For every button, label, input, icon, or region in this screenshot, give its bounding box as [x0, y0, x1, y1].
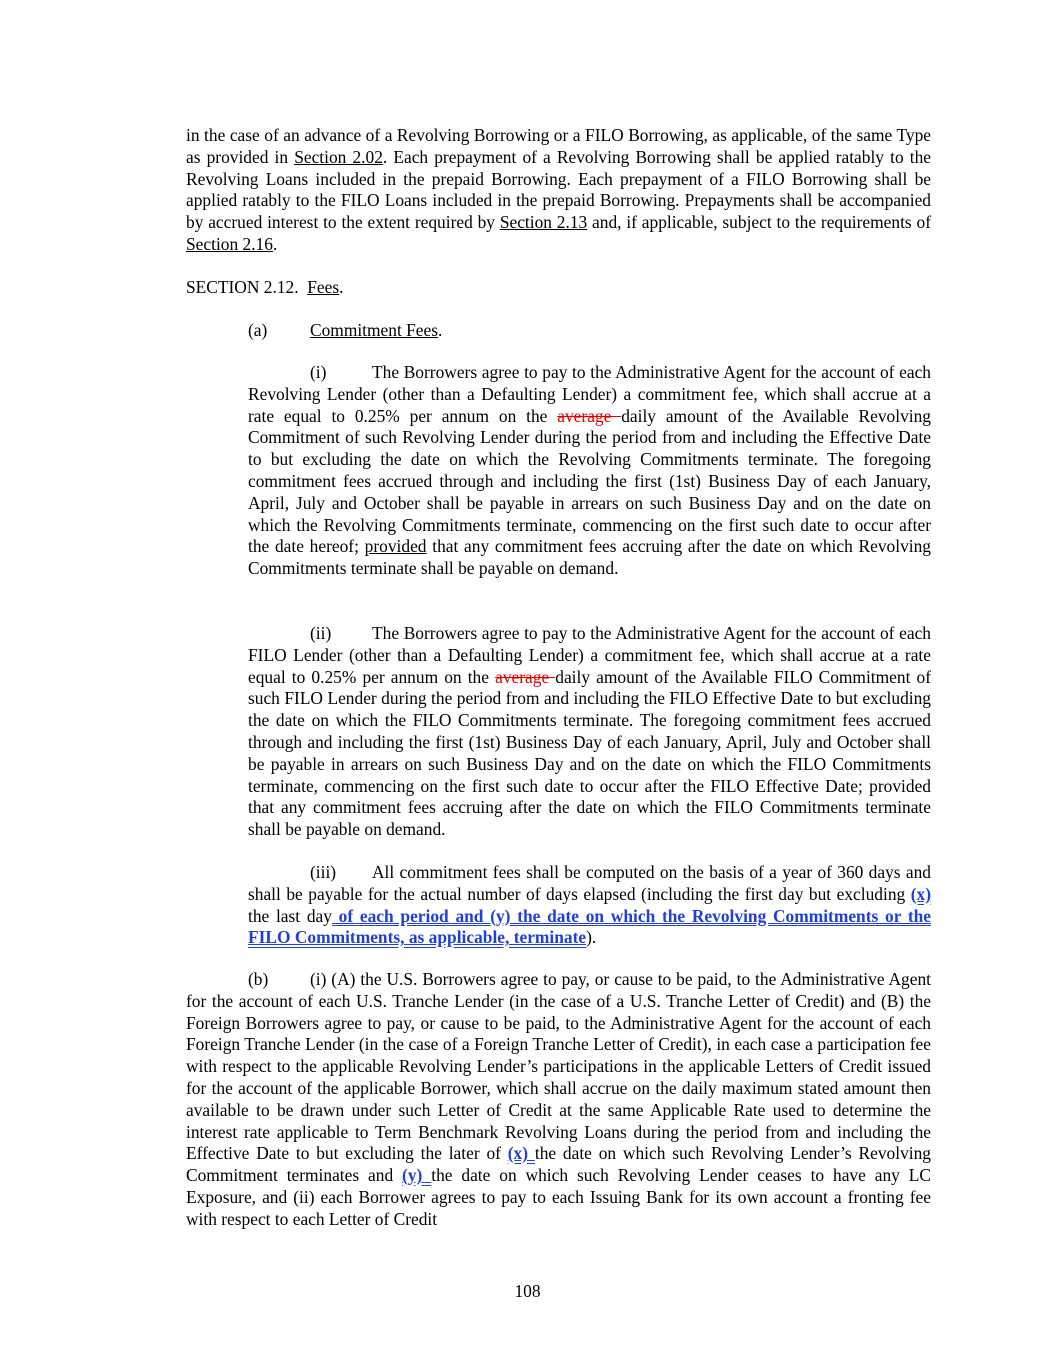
- clause-i-label: (i): [310, 362, 327, 382]
- subsection-a-title: Commitment Fees: [310, 320, 439, 340]
- deleted-text: average: [495, 666, 556, 687]
- clause-iii-label: (iii): [310, 862, 337, 882]
- provided-term: provided: [364, 536, 427, 557]
- section-title: Fees: [307, 277, 340, 297]
- paragraph-prepayment: in the case of an advance of a Revolving Borrowing or a FILO Borrowing, as applicable, of the same Type as provided in Section 2.02. Each prepayment of a Revolving Borrowing shall be applied ratably to the Revolving Loans included in the prepaid Borrowing. Each prepayment of a FILO Borrowing shall be applied ratably to the FILO Loans included in the prepaid Borrowing. Prepayments shall be accompanied by accrued interest to the extent required by Section 2.13 and, if applicable, subject to the requirements of Section 2.16.: [186, 125, 931, 254]
- section-2-02-ref: Section 2.02: [294, 146, 383, 167]
- subsection-a-heading: (a) Commitment Fees.: [248, 320, 443, 340]
- page-number: 108: [514, 1281, 541, 1301]
- clause-ii: (ii) The Borrowers agree to pay to the Administrative Agent for the account of each FILO Lender (other than a Defaulting Lender) a commitment fee, which shall accrue at a rate equal to 0.25% per annum on the average daily amount of the Available FILO Commitment of such FILO Lender during the period from and including the FILO Effective Date to but excluding the date on which the FILO Commitments terminate. The foregoing commitment fees accrued through and including the first (1st) Business Day of each January, April, July and October shall be payable in arrears on such Business Day and on the date on which the FILO Commitments terminate, commencing on the first such date to occur after the FILO Effective Date; provided that any commitment fees accruing after the date on which the FILO Commitments terminate shall be payable on demand.: [248, 623, 932, 840]
- inserted-text: of each period and (y) the date on which the Revolving Commitments or the FILO Commitments, as applicable, terminate: [248, 905, 931, 948]
- clause-iii: (iii) All commitment fees shall be computed on the basis of a year of 360 days and shall be payable for the actual number of days elapsed (including the first day but excluding (x) the last day of each period and (y) the date on which the Revolving Commitments or the FILO Commitments, as applicable, terminate).: [248, 862, 931, 948]
- subsection-a-label: (a): [248, 320, 268, 340]
- deleted-text: average: [557, 405, 622, 426]
- section-2-13-ref: Section 2.13: [499, 212, 588, 233]
- inserted-text: (x): [507, 1143, 535, 1164]
- inserted-text: (y): [402, 1165, 432, 1186]
- inserted-text: (x): [910, 883, 931, 904]
- subsection-b-label: (b): [248, 969, 269, 989]
- section-heading: SECTION 2.12. Fees.: [186, 277, 344, 297]
- subsection-b: (b) (i) (A) the U.S. Borrowers agree to pay, or cause to be paid, to the Administrative Agent for the account of each U.S. Tranche Lender (in the case of a U.S. Tranche Letter of Credit) and (B) the Foreign Borrowers agree to pay, or cause to be paid, to the Administrative Agent for the account of each Foreign Tranche Lender (in the case of a Foreign Tranche Letter of Credit), in each case a participation fee with respect to the applicable Revolving Lender’s participations in the applicable Letters of Credit issued for the account of the applicable Borrower, which shall accrue on the daily maximum stated amount then available to be drawn under such Letter of Credit at the same Applicable Rate used to determine the interest rate applicable to Term Benchmark Revolving Loans during the period from and including the Effective Date to but excluding the later of (x) the date on which such Revolving Lender’s Revolving Commitment terminates and (y) the date on which such Revolving Lender ceases to have any LC Exposure, and (ii) each Borrower agrees to pay to each Issuing Bank for its own account a fronting fee with respect to each Letter of Credit: [186, 969, 931, 1229]
- clause-i: (i) The Borrowers agree to pay to the Administrative Agent for the account of each Revolving Lender (other than a Defaulting Lender) a commitment fee, which shall accrue at a rate equal to 0.25% per annum on the average daily amount of the Available Revolving Commitment of such Revolving Lender during the period from and including the Effective Date to but excluding the date on which the Revolving Commitments terminate. The foregoing commitment fees accrued through and including the first (1st) Business Day of each January, April, July and October shall be payable in arrears on such Business Day and on the date on which the Revolving Commitments terminate, commencing on the first such date to occur after the date hereof; provided that any commitment fees accruing after the date on which Revolving Commitments terminate shall be payable on demand.: [248, 362, 932, 579]
- section-2-16-ref: Section 2.16: [186, 233, 273, 254]
- clause-ii-label: (ii): [310, 623, 332, 643]
